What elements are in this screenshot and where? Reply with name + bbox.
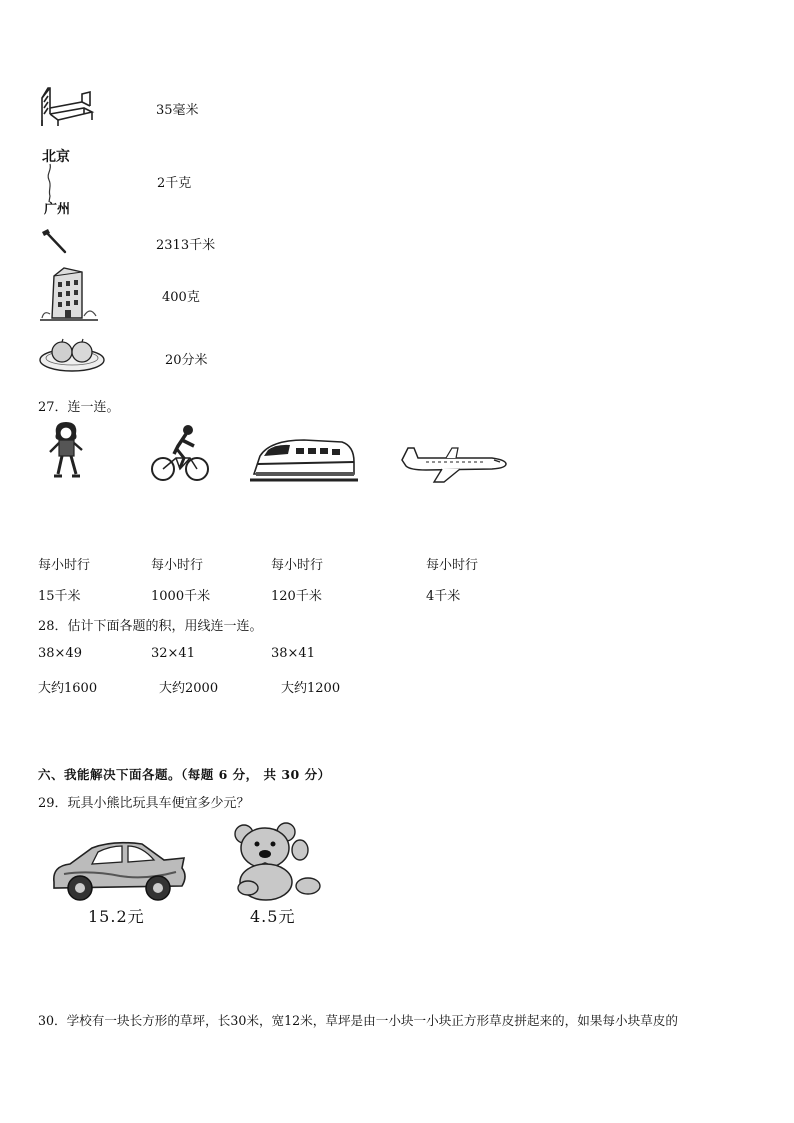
bear-price: 4.5元 — [250, 907, 296, 926]
map-city-guangzhou: 广州 — [44, 202, 71, 217]
speed-value-4: 4千米 — [426, 589, 461, 604]
route-line-icon — [40, 164, 60, 202]
speed-prefix-1: 每小时行 — [38, 558, 91, 573]
section6-heading: 六、我能解决下面各题。（每题 6 分， 共 30 分） — [38, 767, 331, 782]
q27-title: 27．连一连。 — [38, 400, 120, 415]
estimate-2: 大约2000 — [159, 681, 219, 696]
expression-3: 38×41 — [271, 646, 315, 661]
toy-car-icon — [50, 836, 190, 904]
airplane-icon — [396, 442, 508, 486]
speed-value-2: 1000千米 — [151, 589, 211, 604]
expression-2: 32×41 — [151, 646, 195, 661]
bed-icon — [38, 84, 94, 130]
expression-1: 38×49 — [38, 646, 82, 661]
estimate-3: 大约1200 — [281, 681, 341, 696]
unit-label-2: 2千克 — [157, 176, 192, 191]
nail-icon — [40, 228, 68, 254]
estimate-1: 大约1600 — [38, 681, 98, 696]
fruit-plate-icon — [38, 336, 106, 374]
map-city-beijing: 北京 — [42, 149, 70, 165]
q28-title: 28．估计下面各题的积，用线连一连。 — [38, 619, 263, 634]
unit-label-5: 20分米 — [165, 353, 208, 368]
speed-value-1: 15千米 — [38, 589, 81, 604]
speed-value-3: 120千米 — [271, 589, 322, 604]
unit-label-4: 400克 — [162, 290, 200, 305]
q29-title: 29．玩具小熊比玩具车便宜多少元？ — [38, 796, 250, 811]
teddy-bear-icon — [230, 822, 322, 902]
unit-label-1: 35毫米 — [156, 103, 199, 118]
child-walking-icon — [46, 420, 88, 482]
speed-prefix-2: 每小时行 — [151, 558, 204, 573]
car-price: 15.2元 — [88, 907, 145, 926]
train-icon — [250, 436, 358, 484]
cyclist-icon — [150, 424, 210, 484]
unit-label-3: 2313千米 — [156, 238, 216, 253]
speed-prefix-3: 每小时行 — [271, 558, 324, 573]
building-icon — [38, 266, 100, 322]
speed-prefix-4: 每小时行 — [426, 558, 479, 573]
q30-text: 30．学校有一块长方形的草坪，长30米，宽12米，草坪是由一小块一小块正方形草皮拼起来的，如果每小块草皮的 — [38, 1013, 678, 1028]
